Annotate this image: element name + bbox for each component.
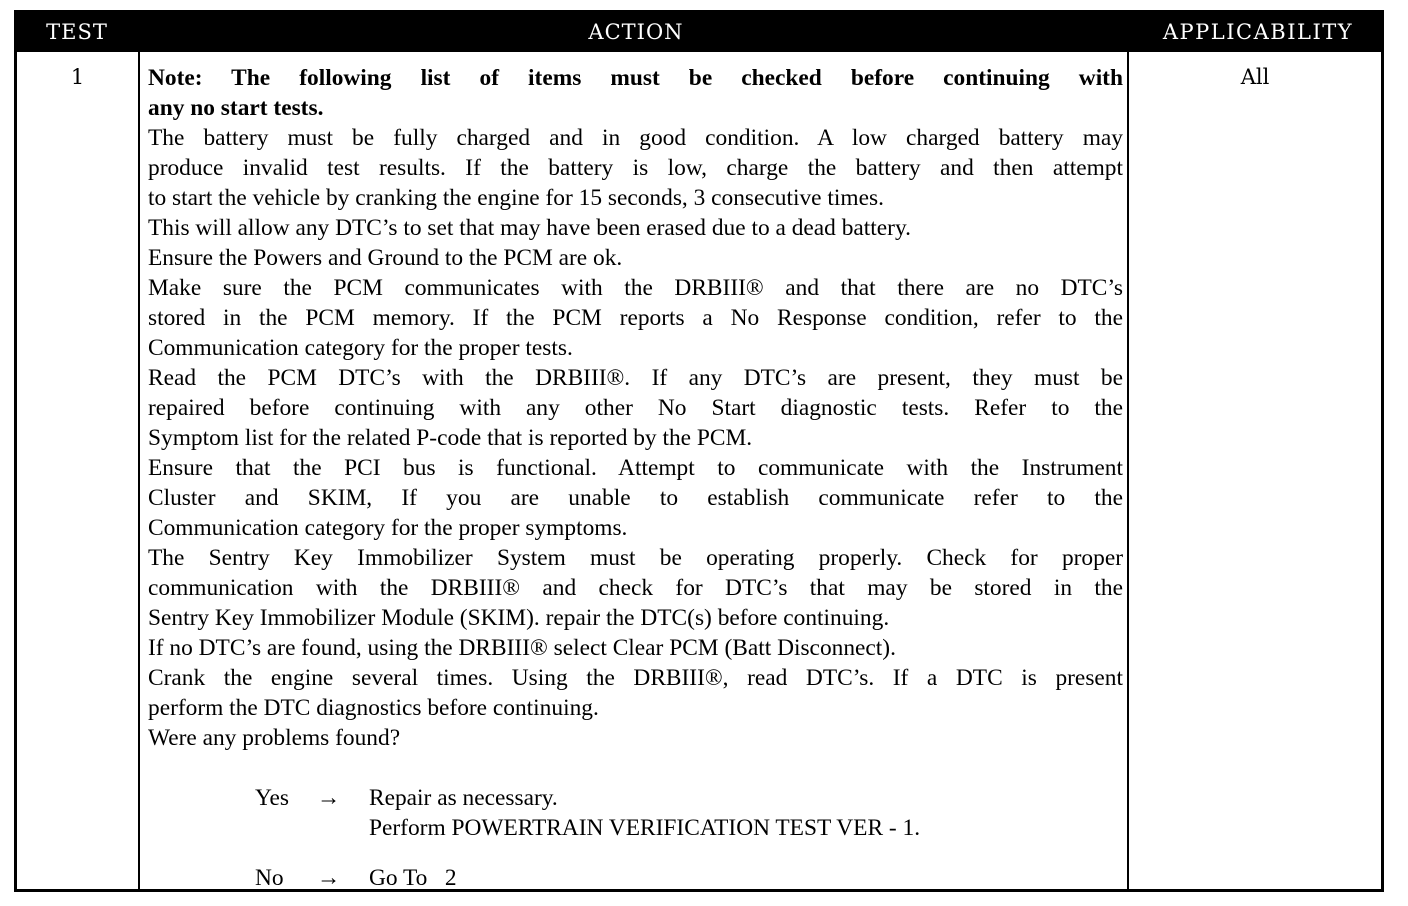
action-line: perform the DTC diagnostics before continuing. bbox=[148, 695, 599, 721]
choice-yes-label: Yes bbox=[255, 785, 290, 811]
choice-no-text: Go To 2 bbox=[369, 865, 457, 891]
header-test: TEST bbox=[46, 20, 108, 44]
action-line: Cluster and SKIM, If you are unable to establish communicate refer to the bbox=[148, 485, 1123, 511]
header-action: ACTION bbox=[588, 20, 684, 44]
action-line: Symptom list for the related P-code that is reported by the PCM. bbox=[148, 425, 753, 451]
applicability-value: All bbox=[1240, 65, 1270, 89]
note-line: Note: The following list of items must be checked before continuing with bbox=[148, 65, 1123, 91]
action-line: This will allow any DTC’s to set that may have been erased due to a dead battery. bbox=[148, 215, 911, 241]
action-line: Communication category for the proper symptoms. bbox=[148, 515, 628, 541]
note-line: any no start tests. bbox=[148, 95, 324, 121]
action-line: Communication category for the proper tests. bbox=[148, 335, 573, 361]
column-divider-applicability bbox=[1127, 13, 1129, 889]
action-line: The Sentry Key Immobilizer System must be operating properly. Check for proper bbox=[148, 545, 1123, 571]
action-line: Read the PCM DTC’s with the DRBIII®. If any DTC’s are present, they must be bbox=[148, 365, 1123, 391]
action-line: Make sure the PCM communicates with the DRBIII® and that there are no DTC’s bbox=[148, 275, 1123, 301]
test-number: 1 bbox=[70, 65, 85, 89]
diagnostic-test-table bbox=[14, 10, 1384, 892]
arrow-right-icon: → bbox=[317, 785, 341, 811]
action-text bbox=[148, 63, 1123, 753]
action-line: Sentry Key Immobilizer Module (SKIM). repair the DTC(s) before continuing. bbox=[148, 605, 890, 631]
action-line: produce invalid test results. If the battery is low, charge the battery and then attempt bbox=[148, 155, 1123, 181]
action-line: The battery must be fully charged and in good condition. A low charged battery may bbox=[148, 125, 1123, 151]
action-line: Ensure that the PCI bus is functional. Attempt to communicate with the Instrument bbox=[148, 455, 1123, 481]
action-line: repaired before continuing with any other No Start diagnostic tests. Refer to the bbox=[148, 395, 1123, 421]
action-line: Ensure the Powers and Ground to the PCM are ok. bbox=[148, 245, 623, 271]
action-line: Crank the engine several times. Using the DRBIII®, read DTC’s. If a DTC is present bbox=[148, 665, 1123, 691]
action-line: stored in the PCM memory. If the PCM reports a No Response condition, refer to the bbox=[148, 305, 1123, 331]
header-divider bbox=[17, 50, 1381, 52]
header-applicability: APPLICABILITY bbox=[1162, 20, 1354, 44]
table-header bbox=[17, 13, 1381, 50]
arrow-right-icon: → bbox=[317, 865, 341, 891]
action-line: communication with the DRBIII® and check for DTC’s that may be stored in the bbox=[148, 575, 1123, 601]
action-line: If no DTC’s are found, using the DRBIII® select Clear PCM (Batt Disconnect). bbox=[148, 635, 896, 661]
choice-no-label: No bbox=[255, 865, 284, 891]
choice-yes-text: Repair as necessary. bbox=[369, 785, 558, 811]
column-divider-test bbox=[138, 13, 140, 889]
choice-yes-text-2: Perform POWERTRAIN VERIFICATION TEST VER - 1. bbox=[369, 815, 921, 841]
action-line: to start the vehicle by cranking the engine for 15 seconds, 3 consecutive times. bbox=[148, 185, 884, 211]
action-line: Were any problems found? bbox=[148, 725, 401, 751]
